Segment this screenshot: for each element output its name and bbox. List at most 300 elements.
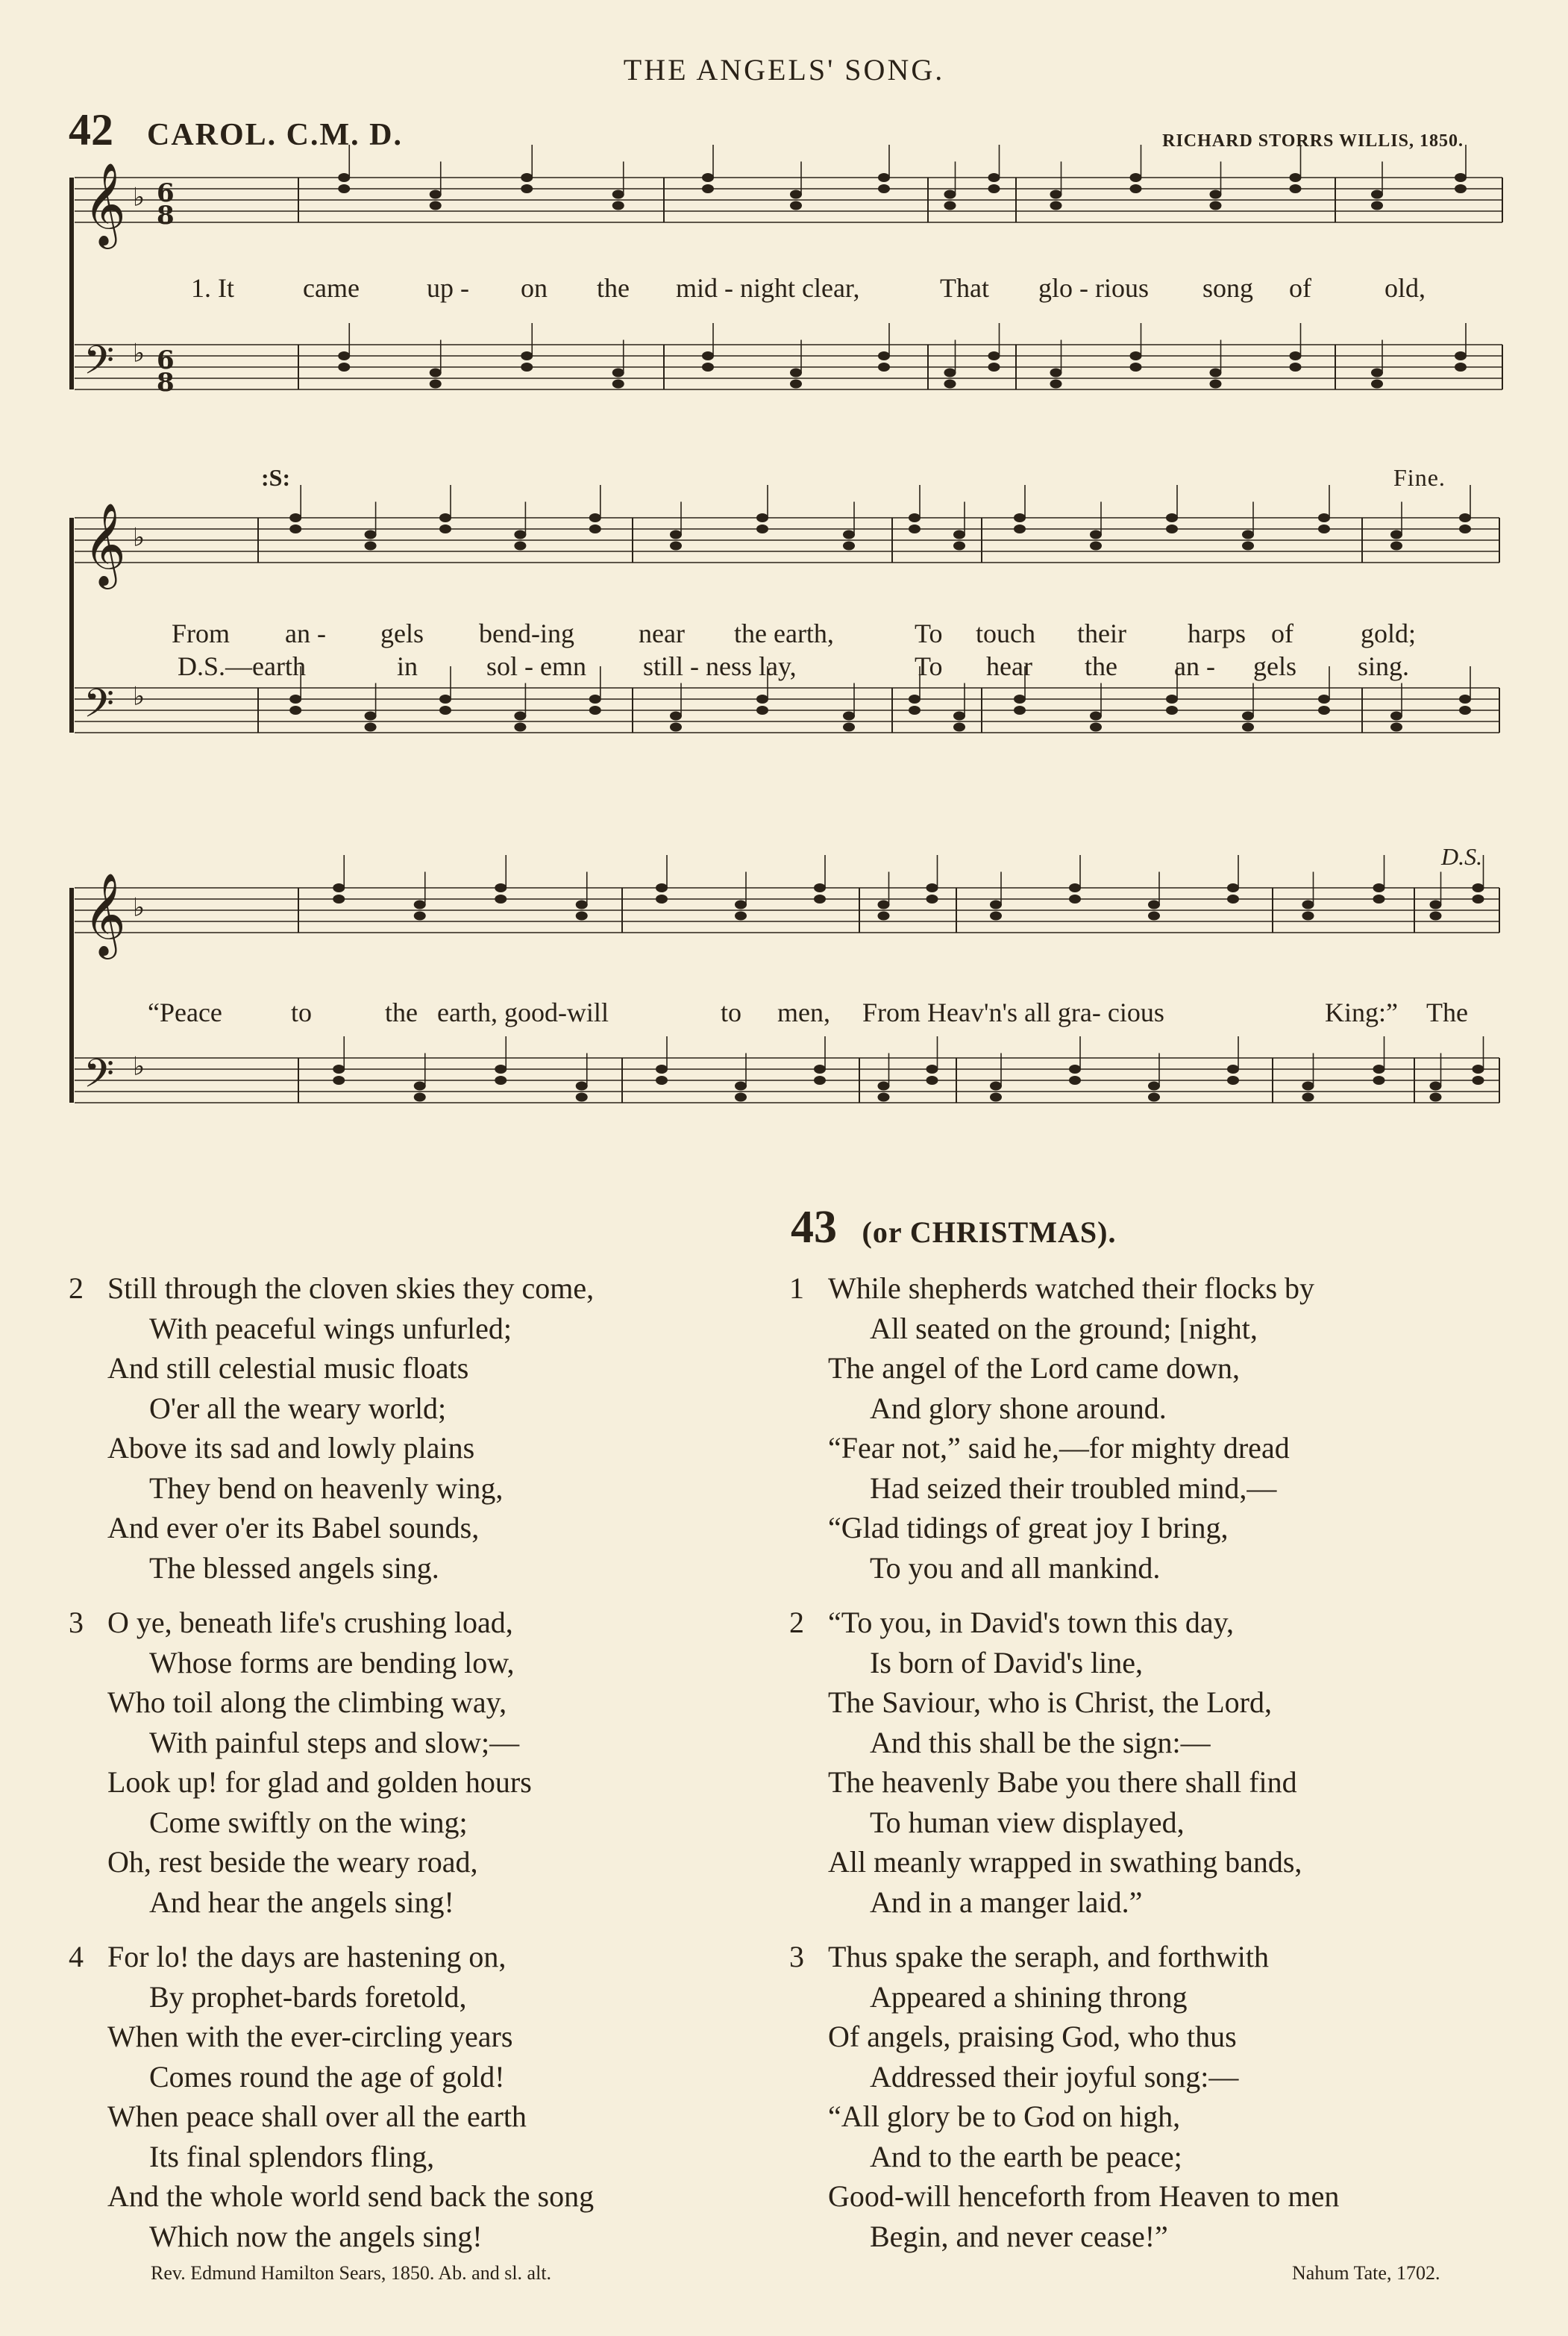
note-head [843, 723, 855, 732]
note-head [521, 173, 533, 182]
note-head [944, 369, 956, 378]
note-head [944, 201, 956, 210]
hymn-43-header [791, 1201, 1116, 1254]
ds-lyric: the [1085, 651, 1117, 681]
verse-line: Is born of David's line, [870, 1645, 1144, 1679]
note-head [1130, 363, 1142, 372]
verse-line: Come swiftly on the wing; [149, 1805, 468, 1839]
note-head [1090, 530, 1102, 539]
note-head [878, 363, 890, 372]
note-head [1302, 901, 1314, 909]
note-head [1390, 712, 1402, 721]
note-head [756, 524, 768, 533]
verse-line: And ever o'er its Babel sounds, [107, 1511, 480, 1544]
note-head [670, 542, 682, 551]
verse-line: Had seized their troubled mind,— [870, 1471, 1277, 1505]
note-head [944, 380, 956, 389]
verse-line: Its final splendors fling, [149, 2139, 435, 2173]
ds-lyric: gels [1253, 651, 1296, 681]
note-head [656, 895, 668, 904]
note-head [439, 513, 451, 522]
note-head [1148, 1082, 1160, 1091]
note-head [909, 524, 921, 533]
note-head [878, 912, 890, 921]
time-signature-bottom: 8 [157, 368, 175, 398]
note-head [756, 695, 768, 704]
verse-line: Still through the cloven skies they come, [107, 1271, 595, 1305]
note-head [1166, 524, 1178, 533]
verse-line: When peace shall over all the earth [107, 2099, 527, 2133]
note-head [843, 530, 855, 539]
lyric: The [1426, 998, 1468, 1027]
note-head [1290, 173, 1302, 182]
note-head [756, 513, 768, 522]
note-head [990, 1082, 1002, 1091]
verse-line: Who toil along the climbing way, [107, 1685, 507, 1719]
note-head [1290, 351, 1302, 360]
lyric: To [915, 619, 943, 648]
note-head [988, 351, 1000, 360]
verse-line: Begin, and never cease!” [870, 2219, 1168, 2253]
lyric: bend-ing [479, 619, 574, 648]
lyric: men, [777, 998, 830, 1027]
note-head [1090, 542, 1102, 551]
verse-line: Oh, rest beside the weary road, [107, 1845, 478, 1879]
note-head [1302, 912, 1314, 921]
verse-line: All meanly wrapped in swathing bands, [828, 1845, 1302, 1879]
note-head [656, 1065, 668, 1074]
note-head [1227, 883, 1239, 892]
note-head [1371, 201, 1383, 210]
verse-line: By prophet-bards foretold, [149, 1979, 467, 2014]
bass-clef: 𝄢 [84, 1051, 115, 1106]
hymn-43-verse-3 [789, 1937, 1340, 2256]
treble-clef: 𝄞 [84, 162, 126, 245]
time-signature-bottom: 8 [157, 201, 175, 231]
key-flat: ♭ [133, 338, 145, 369]
note-head [1318, 513, 1330, 522]
hymn-42-number: 42 [69, 105, 113, 154]
note-head [365, 530, 377, 539]
note-head [1050, 201, 1062, 210]
note-head [1455, 173, 1467, 182]
note-head [414, 1093, 426, 1102]
lyric: 1. It [191, 273, 234, 303]
hymn-42-verse-3 [69, 1603, 532, 1922]
note-head [1318, 706, 1330, 715]
verse-line: And the whole world send back the song [107, 2179, 595, 2213]
note-head [1166, 706, 1178, 715]
verse-line: O'er all the weary world; [149, 1391, 447, 1425]
note-head [1166, 695, 1178, 704]
note-head [365, 542, 377, 551]
note-head [514, 542, 526, 551]
verse-line: With peaceful wings unfurled; [149, 1311, 512, 1345]
note-head [333, 1076, 345, 1085]
note-head [338, 184, 350, 193]
lyric: That [940, 273, 989, 303]
note-head [430, 369, 442, 378]
verse-line: Look up! for glad and golden hours [107, 1765, 532, 1799]
note-head [495, 1076, 507, 1085]
note-head [944, 190, 956, 199]
note-head [814, 883, 826, 892]
note-head [702, 184, 714, 193]
note-head [439, 706, 451, 715]
ds-lyric: To [915, 651, 943, 681]
treble-clef: 𝄞 [84, 872, 126, 956]
ds-lyric: an - [1174, 651, 1215, 681]
verse-line: With painful steps and slow;— [149, 1725, 520, 1759]
note-head [990, 1093, 1002, 1102]
note-head [1373, 883, 1385, 892]
note-head [333, 895, 345, 904]
note-head [1371, 369, 1383, 378]
verse-number: 3 [789, 1940, 804, 1973]
note-head [439, 695, 451, 704]
verse-line: Which now the angels sing! [149, 2219, 483, 2253]
verse-line: Above its sad and lowly plains [107, 1431, 475, 1465]
note-head [589, 524, 601, 533]
ds-lyric: sing. [1358, 651, 1410, 681]
note-head [1227, 1076, 1239, 1085]
lyric: to [721, 998, 742, 1027]
verse-line: When with the ever-circling years [107, 2020, 513, 2053]
note-head [702, 363, 714, 372]
hymn-42-author-credit: Rev. Edmund Hamilton Sears, 1850. Ab. and sl. alt. [151, 2262, 552, 2284]
note-head [878, 351, 890, 360]
note-head [1014, 695, 1026, 704]
hymn-43-number: 43 [791, 1202, 837, 1253]
note-head [1318, 695, 1330, 704]
verse-line: Thus spake the seraph, and forthwith [828, 1940, 1269, 1973]
note-head [926, 1065, 938, 1074]
note-head [612, 190, 624, 199]
note-head [1390, 723, 1402, 732]
note-head [576, 1082, 588, 1091]
verse-line: “Fear not,” said he,—for mighty dread [828, 1431, 1290, 1465]
note-head [333, 1065, 345, 1074]
ds-lyric: in [397, 651, 418, 681]
note-head [988, 363, 1000, 372]
verse-line: And still celestial music floats [107, 1351, 469, 1385]
lyric: of [1271, 619, 1293, 648]
verse-line: And glory shone around. [870, 1391, 1167, 1425]
note-head [1390, 530, 1402, 539]
note-head [878, 901, 890, 909]
note-head [1473, 1065, 1484, 1074]
lyric: old, [1384, 273, 1426, 303]
note-head [1373, 1076, 1385, 1085]
note-head [670, 723, 682, 732]
note-head [790, 201, 802, 210]
note-head [1430, 912, 1442, 921]
note-head [1302, 1082, 1314, 1091]
note-head [495, 895, 507, 904]
note-head [1373, 895, 1385, 904]
note-head [790, 380, 802, 389]
note-head [612, 380, 624, 389]
note-head [1148, 901, 1160, 909]
note-head [1050, 380, 1062, 389]
lyric: gold; [1361, 619, 1417, 648]
note-head [430, 190, 442, 199]
verse-line: While shepherds watched their flocks by [828, 1271, 1315, 1305]
verse-line: The Saviour, who is Christ, the Lord, [828, 1685, 1272, 1719]
note-head [333, 883, 345, 892]
verse-line: Whose forms are bending low, [149, 1645, 515, 1679]
note-head [1302, 1093, 1314, 1102]
note-head [1459, 513, 1471, 522]
time-signature-top: 6 [157, 178, 175, 208]
lyric: mid - night clear, [676, 273, 860, 303]
note-head [1242, 530, 1254, 539]
verse-line: They bend on heavenly wing, [149, 1471, 504, 1505]
note-head [1148, 912, 1160, 921]
note-head [878, 173, 890, 182]
verse-line: Good-will henceforth from Heaven to men [828, 2179, 1340, 2213]
note-head [1371, 380, 1383, 389]
note-head [1373, 1065, 1385, 1074]
lyric: to [291, 998, 313, 1027]
note-head [756, 706, 768, 715]
note-head [1210, 380, 1222, 389]
lyric: touch [976, 619, 1035, 648]
note-head [953, 542, 965, 551]
note-head [702, 173, 714, 182]
note-head [576, 912, 588, 921]
note-head [878, 1093, 890, 1102]
hymn-42-tune: CAROL. C.M. D. [147, 118, 403, 152]
note-head [289, 695, 301, 704]
key-flat: ♭ [133, 522, 145, 553]
note-head [735, 1082, 747, 1091]
note-head [589, 513, 601, 522]
note-head [988, 184, 1000, 193]
bass-clef: 𝄢 [84, 681, 115, 736]
note-head [814, 1065, 826, 1074]
note-head [670, 712, 682, 721]
lyric: From Heav'n's all gra- cious [862, 998, 1164, 1027]
note-head [953, 530, 965, 539]
note-head [1290, 363, 1302, 372]
note-head [1459, 524, 1471, 533]
note-head [495, 883, 507, 892]
note-head [790, 369, 802, 378]
note-head [735, 912, 747, 921]
lyric: song [1202, 273, 1254, 303]
hymn-43-verse-2 [789, 1603, 1302, 1922]
ds-lyric: D.S.—earth [178, 651, 306, 681]
note-head [878, 184, 890, 193]
note-head [1371, 190, 1383, 199]
note-head [735, 901, 747, 909]
note-head [289, 513, 301, 522]
note-head [289, 706, 301, 715]
note-head [430, 201, 442, 210]
note-head [1148, 1093, 1160, 1102]
note-head [1130, 173, 1142, 182]
verse-line: Comes round the age of gold! [149, 2059, 505, 2094]
verse-line: And to the earth be peace; [870, 2139, 1182, 2173]
lyric: glo - rious [1038, 273, 1149, 303]
lyric: on [521, 273, 548, 303]
lyric: King:” [1325, 998, 1398, 1027]
verse-line: Appeared a shining throng [870, 1979, 1188, 2014]
note-head [843, 712, 855, 721]
note-head [656, 1076, 668, 1085]
note-head [1473, 895, 1484, 904]
note-head [1090, 712, 1102, 721]
verse-number: 2 [69, 1271, 84, 1305]
note-head [1050, 369, 1062, 378]
verse-line: To human view displayed, [870, 1805, 1185, 1839]
note-head [514, 712, 526, 721]
verse-line: “Glad tidings of great joy I bring, [828, 1511, 1229, 1544]
verse-line: “To you, in David's town this day, [828, 1606, 1234, 1639]
note-head [953, 723, 965, 732]
verse-number: 3 [69, 1606, 84, 1639]
note-head [338, 351, 350, 360]
ds-lyric: still - ness lay, [643, 651, 797, 681]
lyric: the earth, [734, 619, 834, 648]
note-head [521, 363, 533, 372]
lyric: an - [285, 619, 326, 648]
verse-line: “All glory be to God on high, [828, 2099, 1181, 2133]
note-head [1069, 1076, 1081, 1085]
verse-line: The heavenly Babe you there shall find [828, 1765, 1297, 1799]
hymn-42-verse-2 [69, 1268, 595, 1588]
note-head [576, 901, 588, 909]
lyric: From [172, 619, 231, 648]
note-head [1069, 883, 1081, 892]
verse-line: And hear the angels sing! [149, 1885, 454, 1919]
verse-line: And this shall be the sign:— [870, 1725, 1211, 1759]
note-head [576, 1093, 588, 1102]
verse-line: Of angels, praising God, who thus [828, 2020, 1237, 2053]
note-head [439, 524, 451, 533]
note-head [430, 380, 442, 389]
key-flat: ♭ [133, 892, 145, 923]
note-head [589, 706, 601, 715]
verse-line: O ye, beneath life's crushing load, [107, 1606, 513, 1639]
verse-number: 2 [789, 1606, 804, 1639]
note-head [1090, 723, 1102, 732]
note-head [702, 351, 714, 360]
note-head [365, 723, 377, 732]
note-head [843, 542, 855, 551]
note-head [1430, 1082, 1442, 1091]
note-head [878, 1082, 890, 1091]
key-flat: ♭ [133, 182, 145, 213]
note-head [1014, 513, 1026, 522]
hymn-43-verse-1 [789, 1268, 1315, 1588]
note-head [514, 723, 526, 732]
key-flat: ♭ [133, 681, 145, 712]
note-head [926, 883, 938, 892]
note-head [338, 173, 350, 182]
note-head [612, 201, 624, 210]
note-head [414, 1082, 426, 1091]
note-head [289, 524, 301, 533]
note-head [656, 883, 668, 892]
note-head [1473, 1076, 1484, 1085]
note-head [1290, 184, 1302, 193]
treble-clef: 𝄞 [84, 502, 126, 586]
note-head [338, 363, 350, 372]
note-head [1455, 363, 1467, 372]
hymn-42-verse-4 [69, 1937, 595, 2256]
time-signature-top: 6 [157, 345, 175, 375]
hymn-43-author-credit: Nahum Tate, 1702. [1292, 2262, 1440, 2284]
note-head [909, 513, 921, 522]
ds-lyric: sol - emn [486, 651, 586, 681]
note-head [988, 173, 1000, 182]
note-head [521, 184, 533, 193]
note-head [1430, 1093, 1442, 1102]
note-head [1455, 351, 1467, 360]
note-head [1210, 201, 1222, 210]
note-head [1014, 524, 1026, 533]
note-head [1242, 723, 1254, 732]
lyric: up - [427, 273, 469, 303]
lyric: near [639, 619, 685, 648]
note-head [814, 895, 826, 904]
note-head [1210, 190, 1222, 199]
verse-line: Addressed their joyful song:— [870, 2059, 1239, 2094]
note-head [1318, 524, 1330, 533]
hymn-43-alt-title: (or CHRISTMAS). [862, 1215, 1117, 1249]
verse-number: 1 [789, 1271, 804, 1305]
page-heading: THE ANGELS' SONG. [623, 53, 945, 87]
note-head [1390, 542, 1402, 551]
note-head [990, 901, 1002, 909]
verse-number: 4 [69, 1940, 84, 1973]
fine-mark: Fine. [1393, 464, 1446, 491]
lyric: gels [380, 619, 424, 648]
note-head [909, 706, 921, 715]
note-head [365, 712, 377, 721]
note-head [790, 190, 802, 199]
note-head [1459, 706, 1471, 715]
note-head [735, 1093, 747, 1102]
verse-line: The blessed angels sing. [149, 1550, 439, 1585]
note-head [521, 351, 533, 360]
note-head [514, 530, 526, 539]
verse-line: To you and all mankind. [870, 1550, 1161, 1585]
note-head [414, 901, 426, 909]
verse-line: All seated on the ground; [night, [870, 1311, 1258, 1345]
lyric: earth, good-will [437, 998, 609, 1027]
lyric: their [1077, 619, 1126, 648]
note-head [1227, 895, 1239, 904]
note-head [1242, 712, 1254, 721]
note-head [1069, 895, 1081, 904]
note-head [414, 912, 426, 921]
verse-line: And in a manger laid.” [870, 1885, 1143, 1919]
note-head [1130, 351, 1142, 360]
key-flat: ♭ [133, 1051, 145, 1082]
note-head [1050, 190, 1062, 199]
lyric: harps [1188, 619, 1246, 648]
note-head [1210, 369, 1222, 378]
note-head [1014, 706, 1026, 715]
note-head [926, 895, 938, 904]
lyric: “Peace [148, 998, 222, 1027]
note-head [1455, 184, 1467, 193]
hymn-42-composer: RICHARD STORRS WILLIS, 1850. [1162, 131, 1464, 151]
note-head [1242, 542, 1254, 551]
